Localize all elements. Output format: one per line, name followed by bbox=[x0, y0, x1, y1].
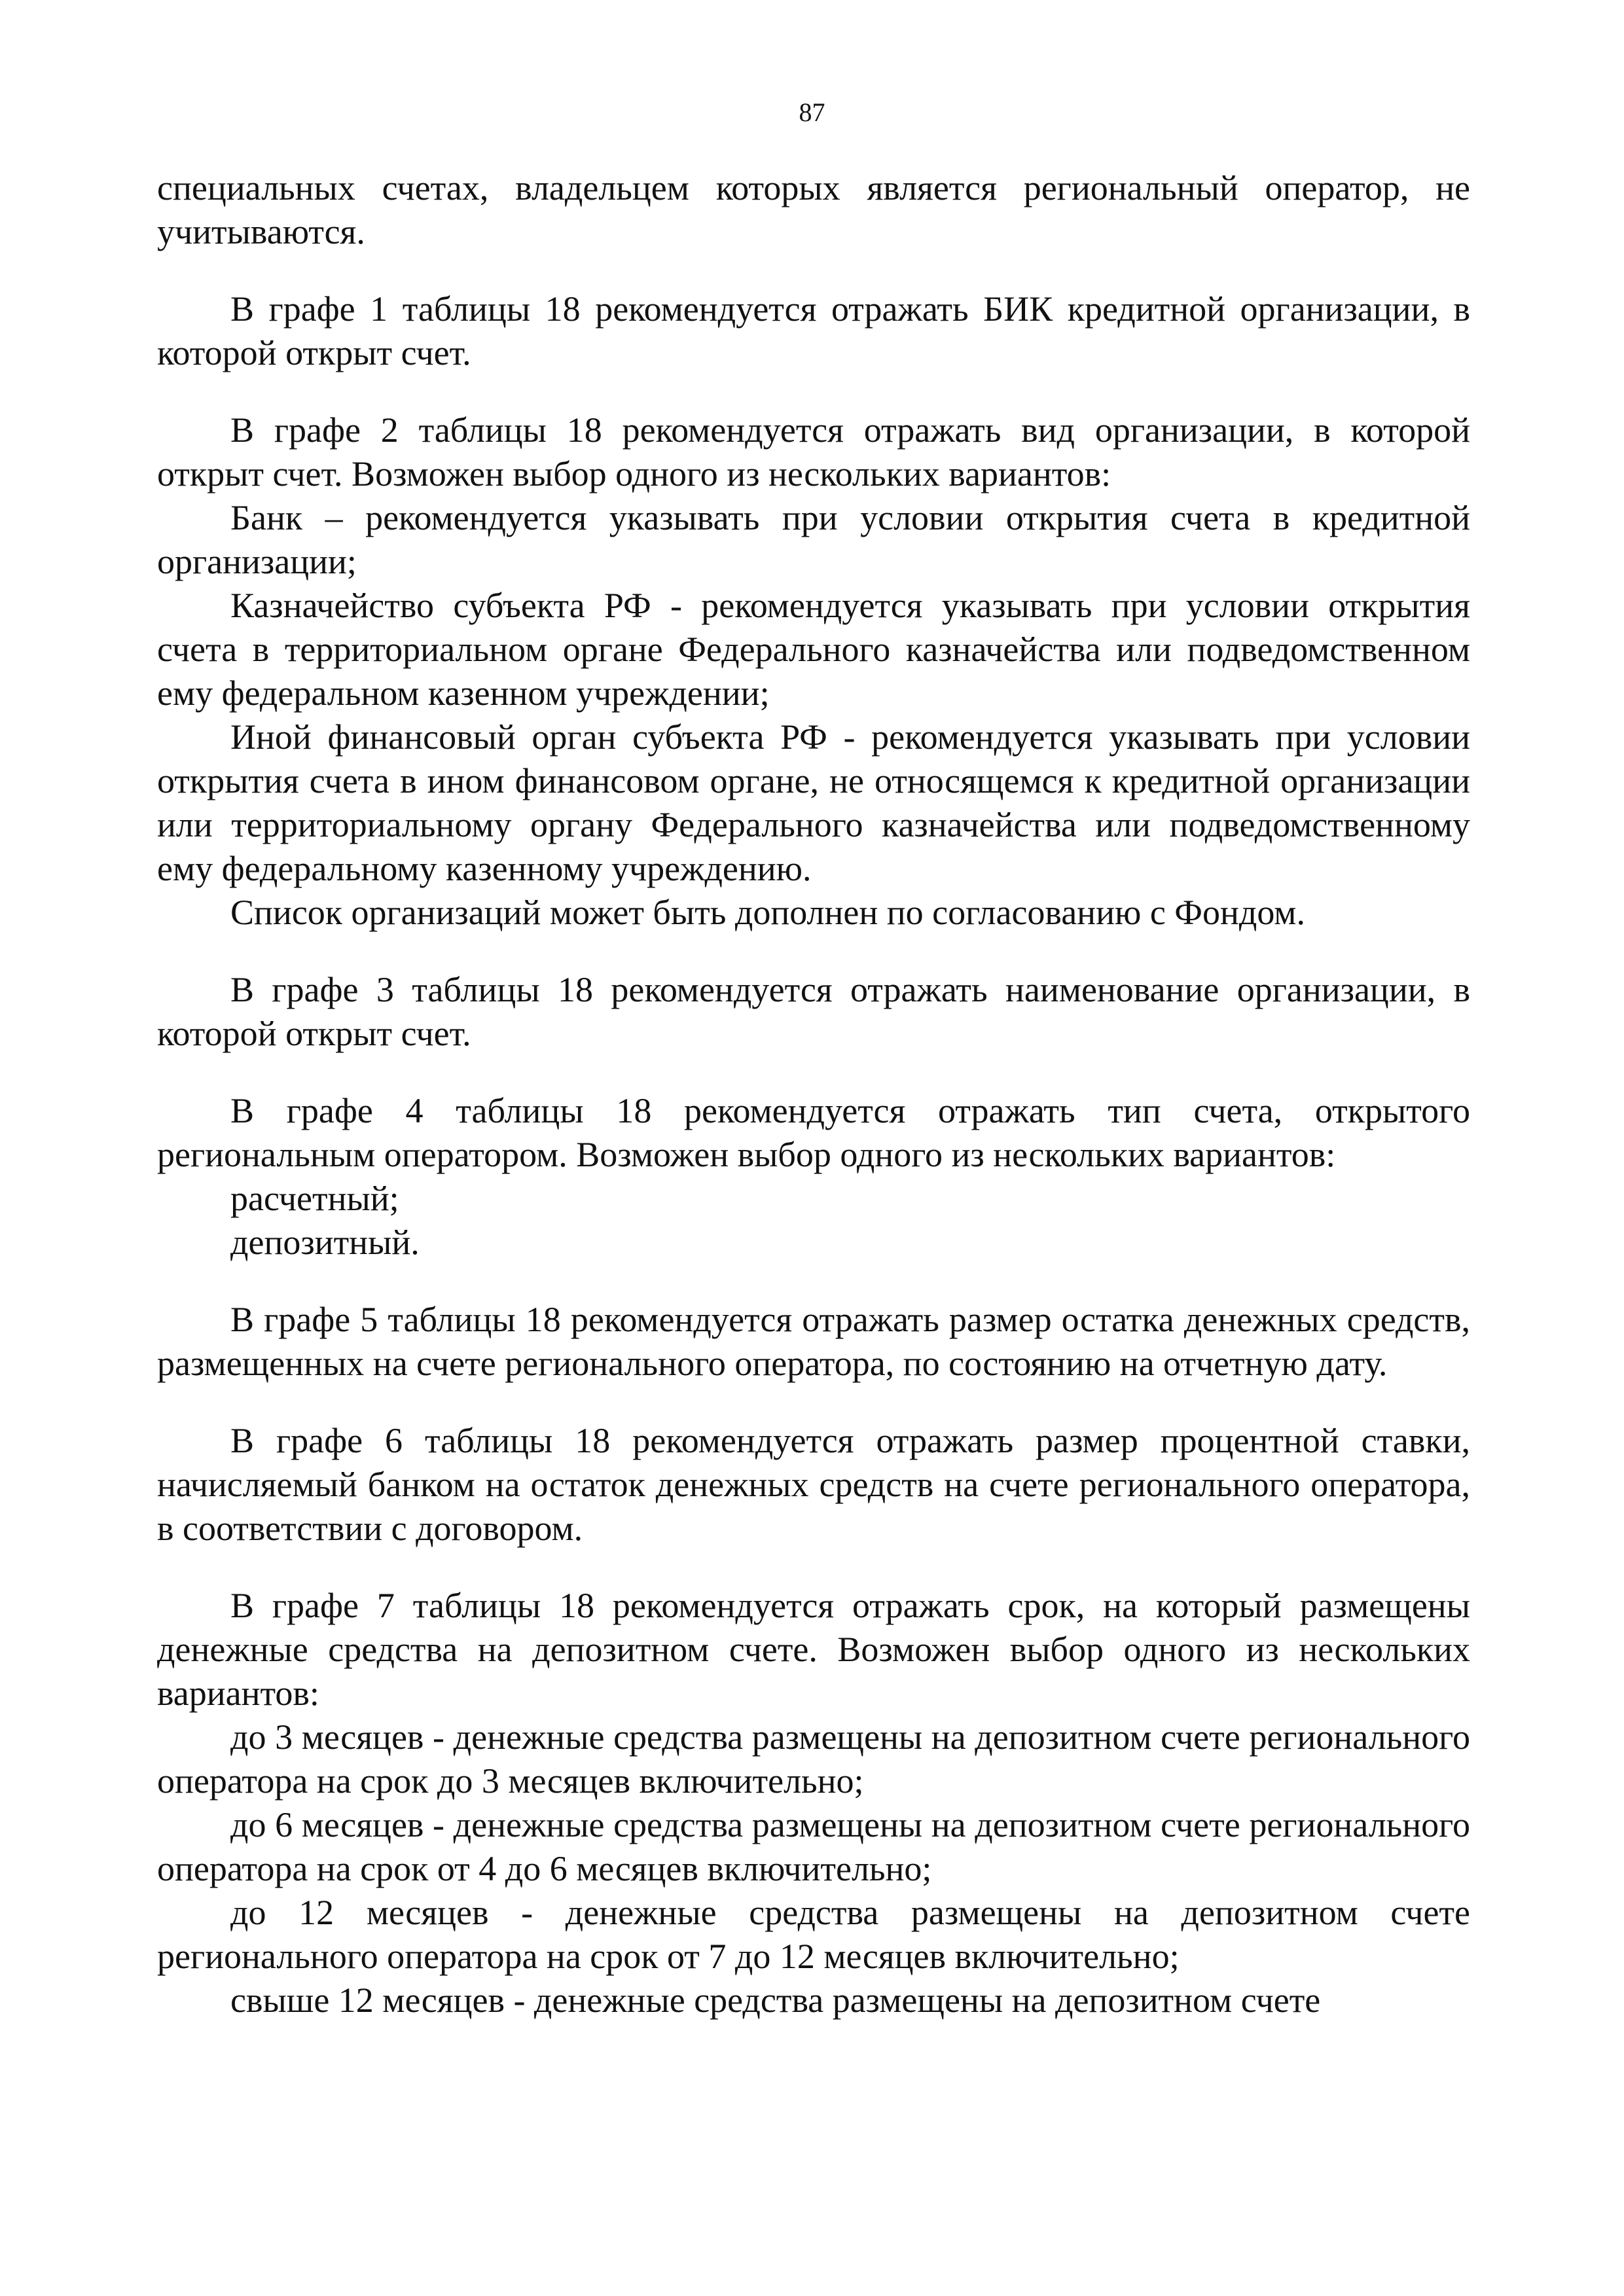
page-number: 87 bbox=[799, 98, 825, 127]
list-item-6-months: до 6 месяцев - денежные средства размещены на депозитном счете регионального оператора на срок от 4 до 6 месяцев включительно; bbox=[157, 1805, 1470, 1888]
list-item-12-months: до 12 месяцев - денежные средства размещены на депозитном счете регионального оператора на срок от 7 до 12 месяцев включительно; bbox=[157, 1893, 1470, 1976]
paragraph-column-6: В графе 6 таблицы 18 рекомендуется отражать размер процентной ставки, начисляемый банком на остаток денежных средств на счете регионального оператора, в соответствии с договором. bbox=[157, 1421, 1470, 1548]
paragraph-continuation: специальных счетах, владельцем которых является региональный оператор, не учитываются. bbox=[157, 168, 1470, 251]
paragraph-column-7: В графе 7 таблицы 18 рекомендуется отражать срок, на который размещены денежные средства на депозитном счете. Возможен выбор одного из нескольких вариантов: bbox=[157, 1586, 1470, 1713]
list-item-3-months: до 3 месяцев - денежные средства размещены на депозитном счете регионального оператора на срок до 3 месяцев включительно; bbox=[157, 1717, 1470, 1801]
list-item-deposit: депозитный. bbox=[230, 1223, 420, 1262]
document-body bbox=[157, 166, 1470, 2022]
list-item-settlement: расчетный; bbox=[230, 1179, 399, 1218]
list-item-bank: Банк – рекомендуется указывать при условии открытия счета в кредитной организации; bbox=[157, 498, 1470, 581]
list-item-treasury: Казначейство субъекта РФ - рекомендуется указывать при условии открытия счета в территориальном органе Федерального казначейства или подведомственном ему федеральном казенном учреждении; bbox=[157, 586, 1470, 713]
paragraph-column-5: В графе 5 таблицы 18 рекомендуется отражать размер остатка денежных средств, размещенных на счете регионального оператора, по состоянию на отчетную дату. bbox=[157, 1300, 1470, 1383]
paragraph-list-note: Список организаций может быть дополнен по согласованию с Фондом. bbox=[230, 893, 1305, 932]
paragraph-column-3: В графе 3 таблицы 18 рекомендуется отражать наименование организации, в которой открыт счет. bbox=[157, 970, 1470, 1053]
paragraph-column-1: В графе 1 таблицы 18 рекомендуется отражать БИК кредитной организации, в которой открыт счет. bbox=[157, 289, 1470, 372]
list-item-over-12-months: свыше 12 месяцев - денежные средства размещены на депозитном счете bbox=[230, 1981, 1321, 2020]
paragraph-column-2: В графе 2 таблицы 18 рекомендуется отражать вид организации, в которой открыт счет. Возможен выбор одного из нескольких вариантов: bbox=[157, 410, 1470, 493]
paragraph-column-4: В графе 4 таблицы 18 рекомендуется отражать тип счета, открытого региональным оператором. Возможен выбор одного из нескольких вариантов: bbox=[157, 1091, 1470, 1174]
list-item-other-financial-body: Иной финансовый орган субъекта РФ - рекомендуется указывать при условии открытия счета в ином финансовом органе, не относящемся к кредитной организации или территориальному органу Федерального казначейства или подведомственному ему федеральному казенному учреждению. bbox=[157, 717, 1470, 888]
